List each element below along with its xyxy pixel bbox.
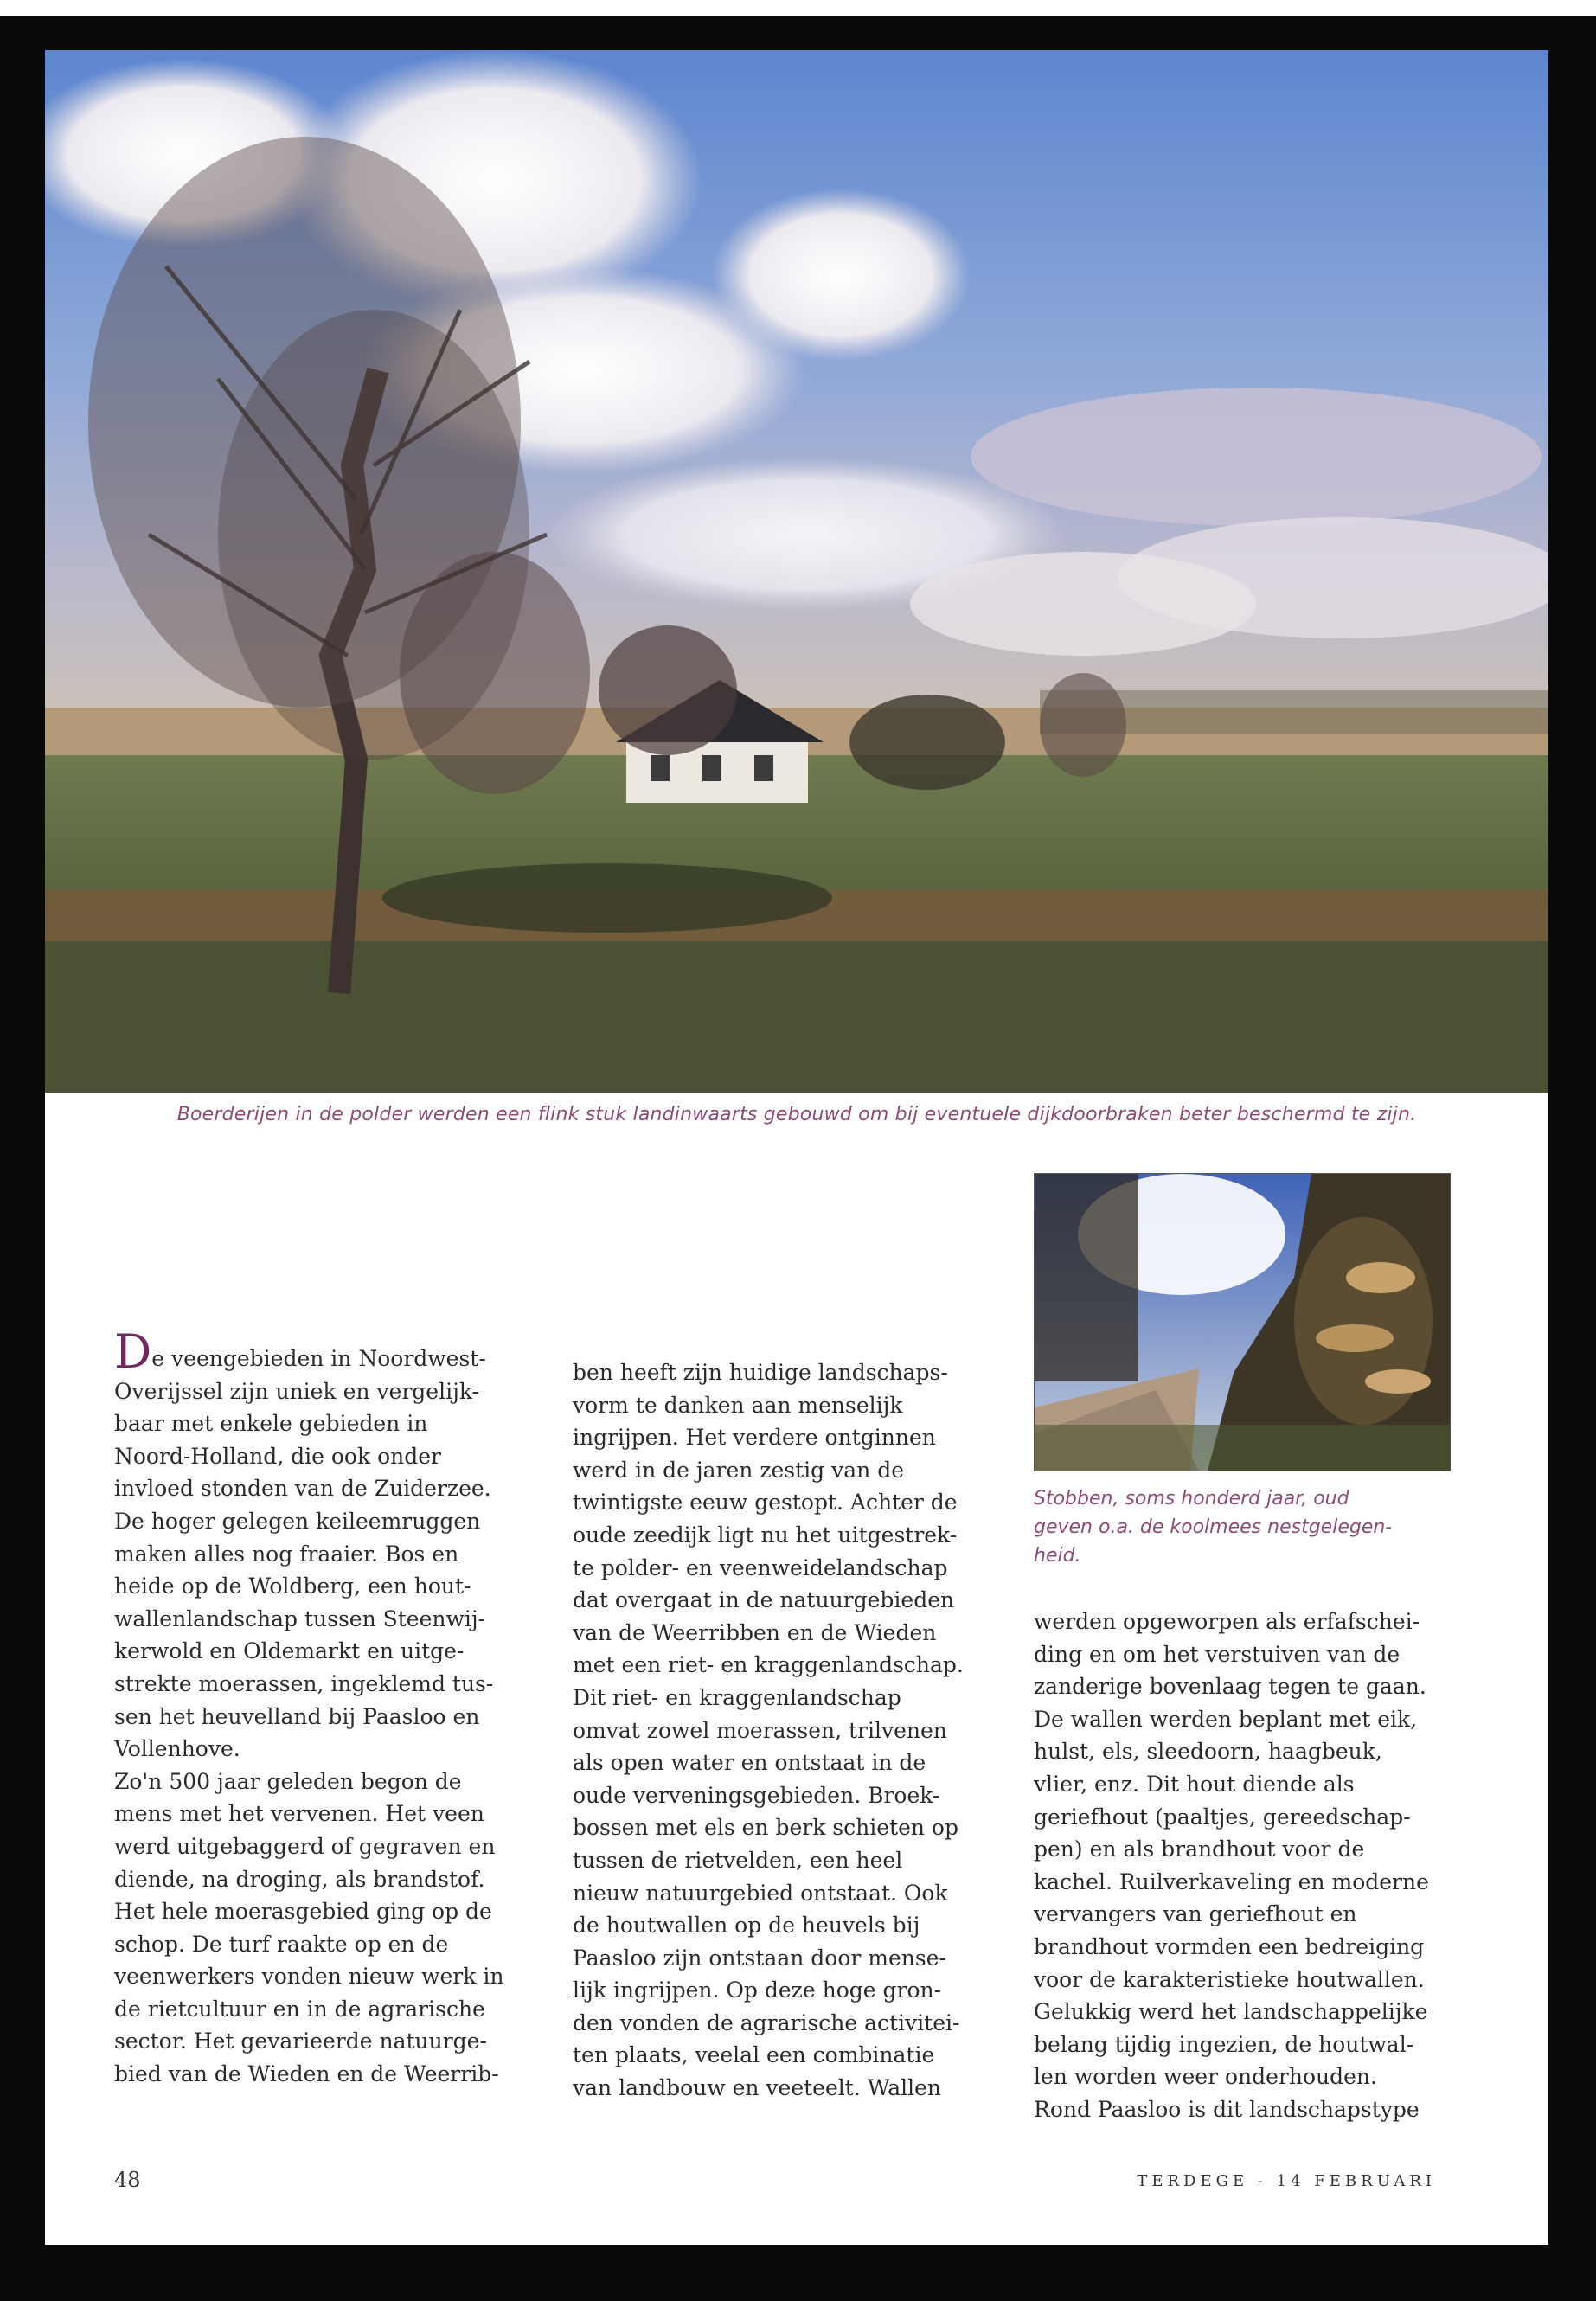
scan-border-left	[0, 43, 45, 2292]
magazine-page	[45, 50, 1548, 2245]
tree-stump-photo	[1034, 1173, 1451, 1471]
article-column-1	[114, 1324, 529, 2091]
photo-caption: Boerderijen in de polder werden een flink stuk landinwaarts gebouwd om bij eventuele dijkdoorbraken beter beschermd te zijn.	[176, 1104, 1417, 1125]
article-column-3: werden opgeworpen als erfafschei- ding en om het verstuiven van de zanderige bovenlaag tegen te gaan. De wallen werden beplant met eik, hulst, els, sleedoorn, haagbeuk, vlier, enz. Dit hout diende als geriefhout (paaltjes, gereedschap- pen) en als brandhout voor de kachel. Ruilverkaveling en moderne vervangers van geriefhout en brandhout vormden een bedreiging voor de karakteristieke houtwallen. Gelukkig werd het landschappelijke belang tijdig ingezien, de houtwal- len worden weer onderhouden. Rond Paasloo is dit landschapstype	[1034, 1609, 1429, 2122]
running-footer: TERDEGE - 14 FEBRUARI	[1137, 2172, 1436, 2190]
scan-border-top	[0, 16, 1557, 50]
column-1-text: e veengebieden in Noordwest- Overijssel zijn uniek en vergelijk- baar met enkele gebieden in Noord-Holland, die ook onder invloed stonden van de Zuiderzee. De hoger gelegen keileemruggen maken alles nog fraaier. Bos en heide op de Woldberg, een hout- wallenlandschap tussen Steenwij- kerwold en Oldemarkt en uitge- strekte moerassen, ingeklemd tus- sen het heuvelland bij Paasloo en Vollenhove. Zo'n 500 jaar geleden begon de mens met het vervenen. Het veen werd uitgebaggerd of gegraven en diende, na droging, als brandstof. Het hele moerasgebied ging op de schop. De turf raakte op en de veenwerkers vonden nieuw werk in de rietcultuur en in de agrarische sector. Het gevarieerde natuurge- bied van de Wieden en de Weerrib-	[114, 1346, 504, 2087]
polder-farm-photo	[45, 50, 1548, 1093]
scan-border-bottom	[0, 2245, 1596, 2301]
page-number: 48	[114, 2168, 141, 2192]
scan-border-right	[1548, 16, 1596, 2301]
article-column-2: ben heeft zijn huidige landschaps- vorm te danken aan menselijk ingrijpen. Het verdere ontginnen werd in de jaren zestig van de twintigste eeuw gestopt. Achter de oude zeedijk ligt nu het uitgestrek- te polder- en veenweidelandschap dat overgaat in de natuurgebieden van de Weerribben en de Wieden met een riet- en kraggenlandschap. Dit riet- en kraggenlandschap omvat zowel moerassen, trilvenen als open water en ontstaat in de oude verveningsgebieden. Broek- bossen met els en berk schieten op tussen de rietvelden, een heel nieuw natuurgebied ontstaat. Ook de houtwallen op de heuvels bij Paasloo zijn ontstaan door mense- lijk ingrijpen. Op deze hoge gron- den vonden de agrarische activitei- ten plaats, veelal een combinatie van landbouw en veeteelt. Wallen	[573, 1360, 964, 2101]
inset-caption: Stobben, soms honderd jaar, oud geven o.a. de koolmees nestgelegen- heid.	[1034, 1488, 1393, 1567]
drop-cap: D	[114, 1324, 152, 1379]
